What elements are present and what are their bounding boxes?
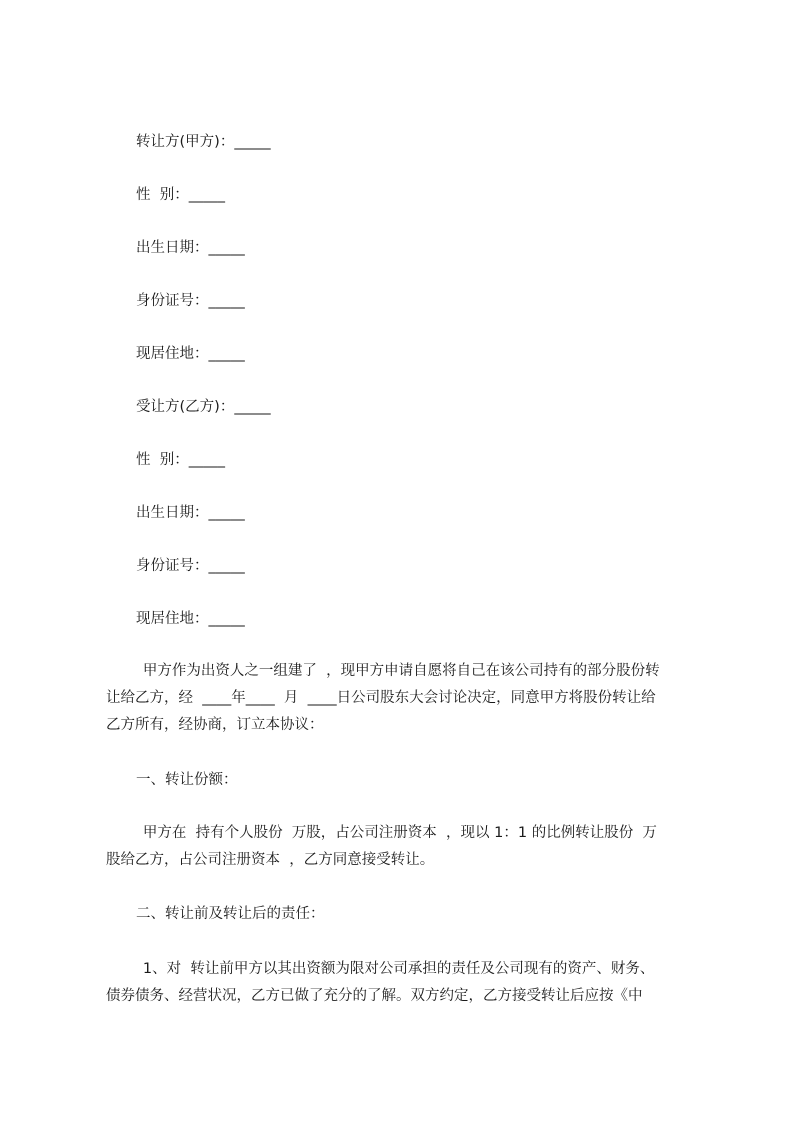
party-b-name-field: 受让方(乙方)：_____ — [136, 399, 271, 415]
section-1-heading: 一、转让份额： — [136, 772, 238, 788]
party-b-birth-date-field: 出生日期：_____ — [136, 505, 245, 521]
section-1-line: 股给乙方，占公司注册资本 ，乙方同意接受转让。 — [106, 852, 435, 868]
party-a-id-number-field: 身份证号：_____ — [136, 293, 245, 309]
intro-line: 甲方作为出资人之一组建了 ，现甲方申请自愿将自己在该公司持有的部分股份转 — [106, 663, 660, 679]
party-b-id-number-field: 身份证号：_____ — [136, 558, 245, 574]
intro-paragraph — [106, 658, 702, 739]
party-b-address-field: 现居住地：_____ — [136, 611, 245, 627]
section-1-paragraph — [106, 820, 702, 874]
party-a-address-field: 现居住地：_____ — [136, 346, 245, 362]
section-1-line: 甲方在 持有个人股份 万股，占公司注册资本 ，现以 1：1 的比例转让股份 万 — [106, 825, 657, 841]
section-2-heading: 二、转让前及转让后的责任： — [136, 906, 325, 922]
party-b-gender-field: 性 别：_____ — [136, 452, 225, 468]
section-2-paragraph — [106, 956, 702, 1010]
party-a-birth-date-field: 出生日期：_____ — [136, 240, 245, 256]
party-a-gender-field: 性 别：_____ — [136, 187, 225, 203]
section-2-line: 1、对 转让前甲方以其出资额为限对公司承担的责任及公司现有的资产、财务、 — [106, 961, 655, 977]
party-a-name-field: 转让方(甲方)：_____ — [136, 134, 271, 150]
intro-line: 乙方所有，经协商，订立本协议： — [106, 717, 324, 733]
intro-line: 让给乙方，经 ____年____ 月 ____日公司股东大会讨论决定，同意甲方将股份转让给 — [106, 690, 656, 706]
section-2-line: 债券债务、经营状况，乙方已做了充分的了解。双方约定，乙方接受转让后应按《中 — [106, 988, 643, 1004]
